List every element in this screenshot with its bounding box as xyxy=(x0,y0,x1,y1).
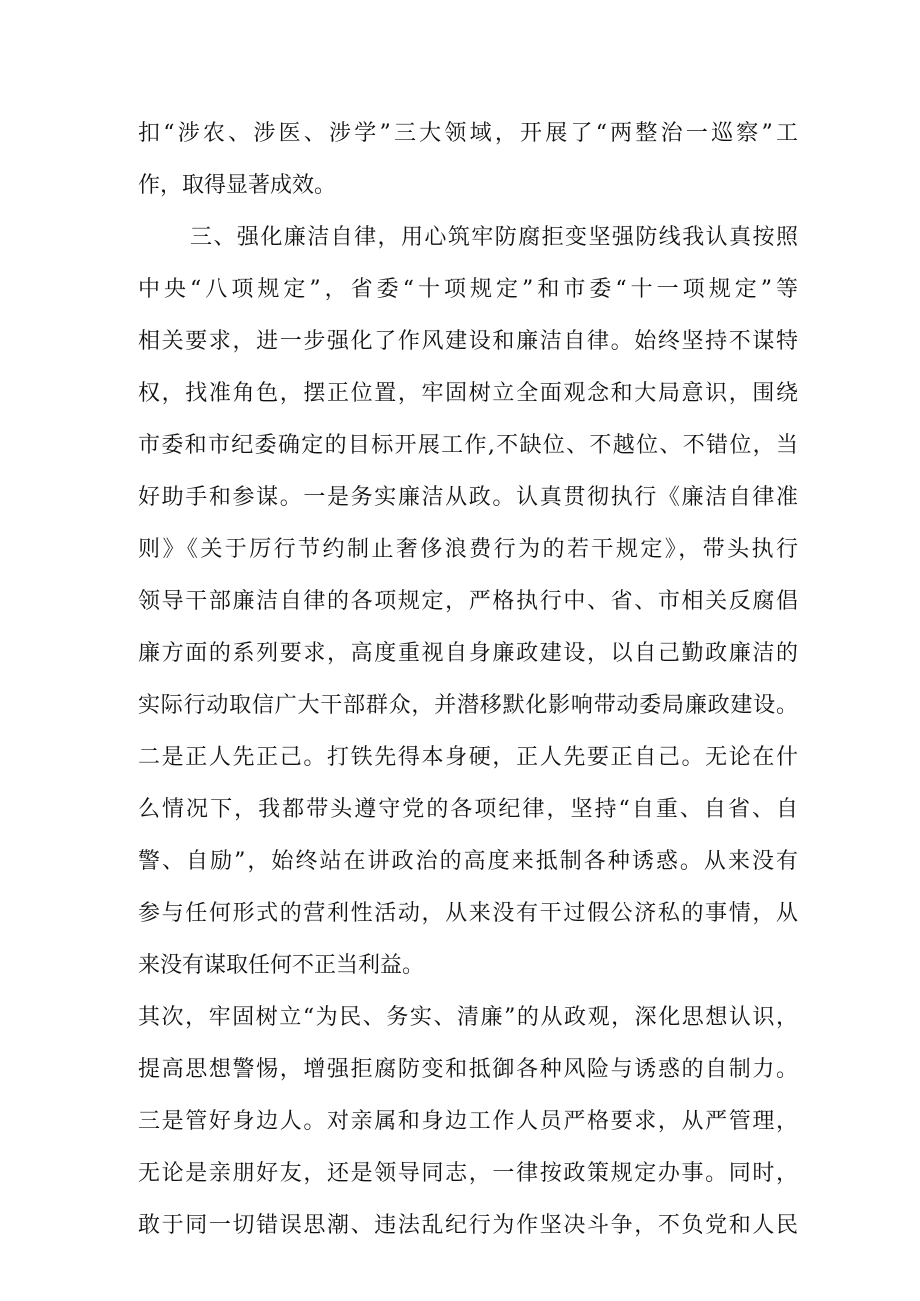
text-line-13: 二是正人先正己。打铁先得本身硬，正人先要正自己。无论在什 xyxy=(138,745,798,770)
text-line-7: 市委和市纪委确定的目标开展工作,不缺位、不越位、不错位，当 xyxy=(138,433,798,458)
document-body xyxy=(138,108,798,1252)
text-line-20: 三是管好身边人。对亲属和身边工作人员严格要求，从严管理， xyxy=(138,1109,798,1134)
text-line-10: 领导干部廉洁自律的各项规定，严格执行中、省、市相关反腐倡 xyxy=(138,589,798,614)
text-line-5: 相关要求，进一步强化了作风建设和廉洁自律。始终坚持不谋特 xyxy=(138,329,798,354)
text-line-3: 三、强化廉洁自律，用心筑牢防腐拒变坚强防线我认真按照 xyxy=(190,225,798,250)
text-line-2: 作，取得显著成效。 xyxy=(138,173,337,198)
text-line-11: 廉方面的系列要求，高度重视自身廉政建设，以自己勤政廉洁的 xyxy=(138,641,798,666)
text-line-1: 扣“涉农、涉医、涉学”三大领域，开展了“两整治一巡察”工 xyxy=(138,121,798,146)
text-line-16: 参与任何形式的营利性活动，从来没有干过假公济私的事情，从 xyxy=(138,901,798,926)
text-line-6: 权，找准角色，摆正位置，牢固树立全面观念和大局意识，围绕 xyxy=(138,381,798,406)
text-line-8: 好助手和参谋。一是务实廉洁从政。认真贯彻执行《廉洁自律准 xyxy=(138,485,798,510)
text-line-15: 警、自励”，始终站在讲政治的高度来抵制各种诱惑。从来没有 xyxy=(138,849,798,874)
text-line-22: 敢于同一切错误思潮、违法乱纪行为作坚决斗争，不负党和人民 xyxy=(138,1213,798,1238)
text-line-18: 其次，牢固树立“为民、务实、清廉”的从政观，深化思想认识， xyxy=(138,1005,798,1030)
text-line-12: 实际行动取信广大干部群众，并潜移默化影响带动委局廉政建设。 xyxy=(138,693,798,718)
text-line-9: 则》《关于厉行节约制止奢侈浪费行为的若干规定》，带头执行 xyxy=(138,537,798,562)
text-line-21: 无论是亲朋好友，还是领导同志，一律按政策规定办事。同时， xyxy=(138,1161,798,1186)
text-line-14: 么情况下，我都带头遵守党的各项纪律，坚持“自重、自省、自 xyxy=(138,797,798,822)
text-line-19: 提高思想警惕，增强拒腐防变和抵御各种风险与诱惑的自制力。 xyxy=(138,1057,798,1082)
text-line-17: 来没有谋取任何不正当利益。 xyxy=(138,953,425,978)
text-line-4: 中央“八项规定”，省委“十项规定”和市委“十一项规定”等 xyxy=(138,277,798,302)
